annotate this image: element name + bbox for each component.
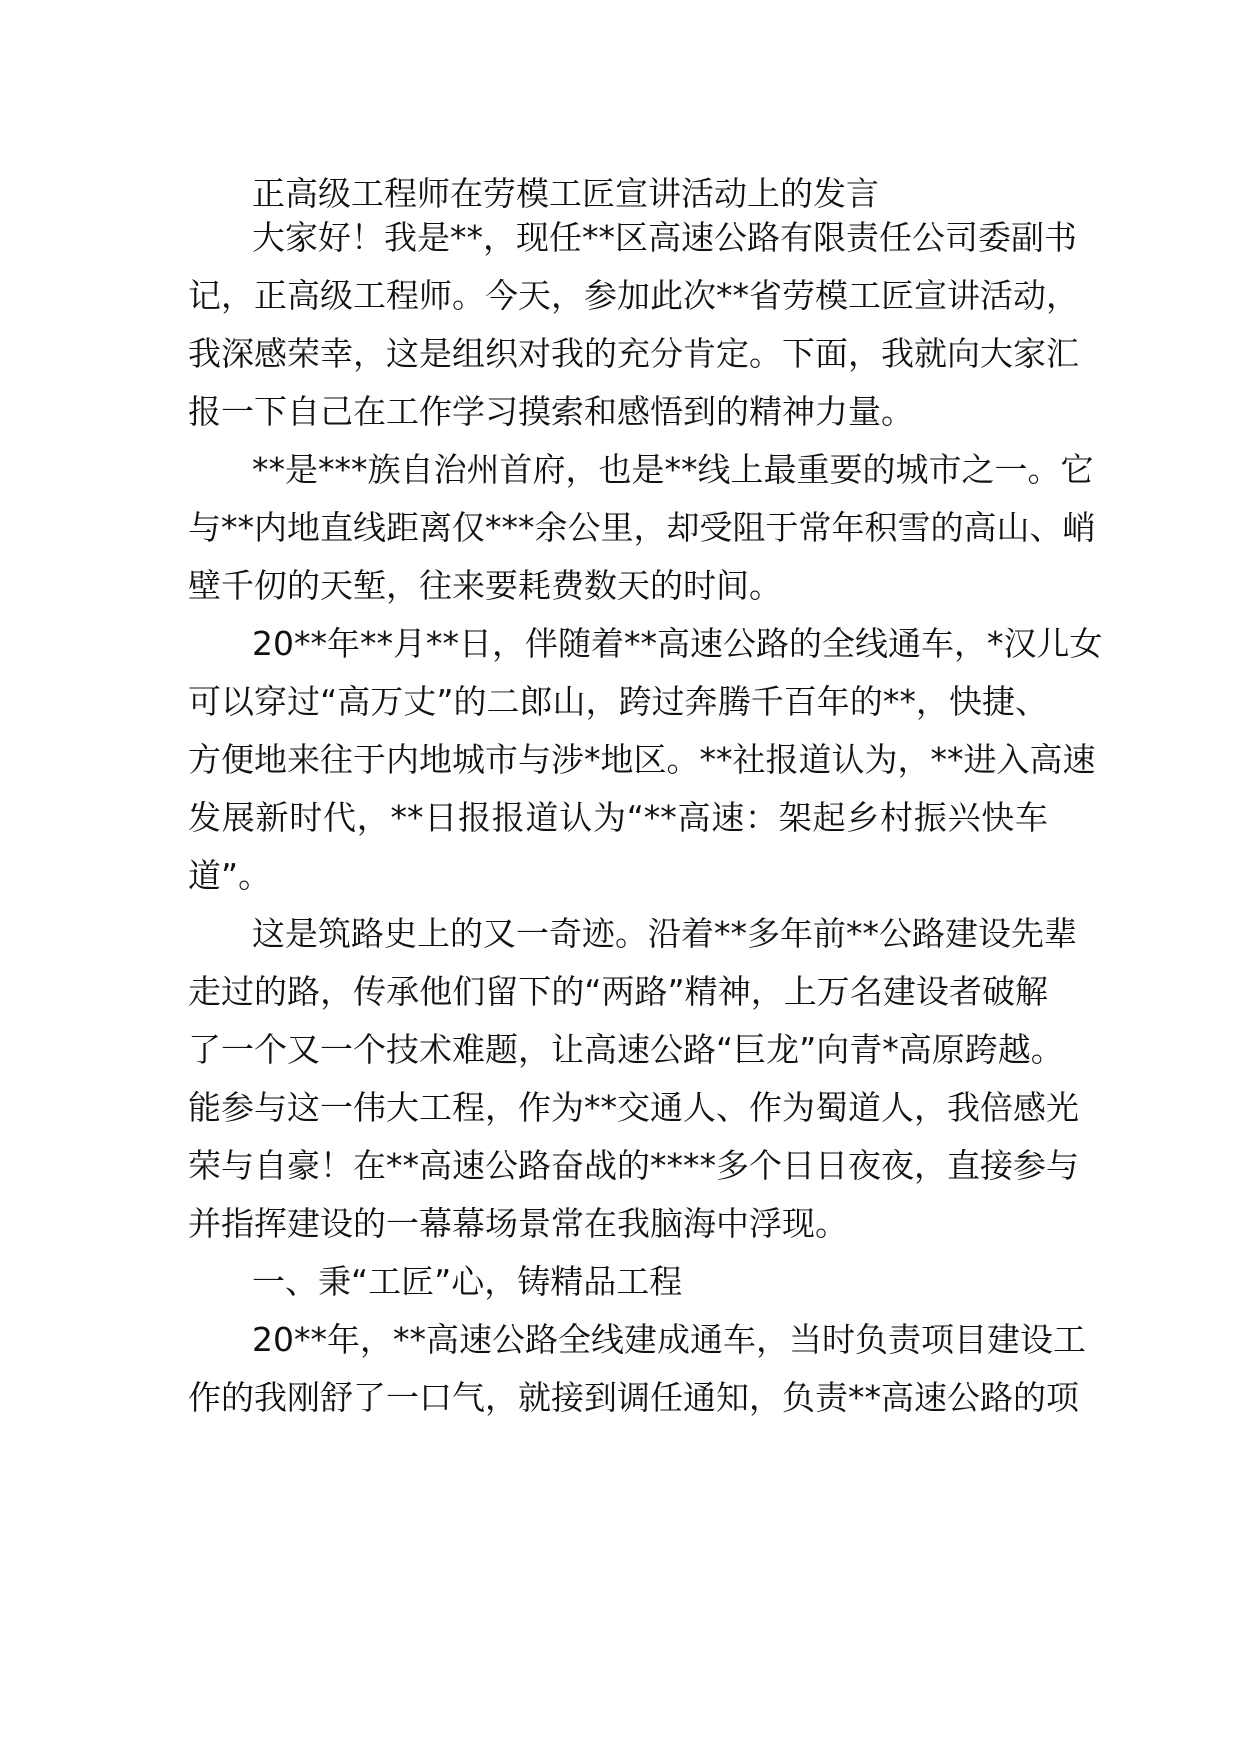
text-line: 报一下自己在工作学习摸索和感悟到的精神力量。: [188, 392, 914, 431]
text-line: 方便地来往于内地城市与涉*地区。**社报道认为，**进入高速: [188, 740, 1096, 779]
text-line: 发展新时代，**日报报道认为“**高速：架起乡村振兴快车: [188, 798, 1048, 837]
text-line: 壁千仞的天堑，往来要耗费数天的时间。: [188, 566, 782, 605]
text-line: 道”。: [188, 856, 272, 895]
text-line: 20**年**月**日，伴随着**高速公路的全线通车，*汉儿女: [252, 624, 1103, 663]
text-line: 记，正高级工程师。今天，参加此次**省劳模工匠宣讲活动，: [188, 276, 1079, 315]
text-line: **是***族自治州首府，也是**线上最重要的城市之一。它: [252, 450, 1094, 489]
text-line: 走过的路，传承他们留下的“两路”精神，上万名建设者破解: [188, 972, 1048, 1011]
text-line: 大家好！我是**，现任**区高速公路有限责任公司委副书: [252, 218, 1077, 257]
text-line: 可以穿过“高万丈”的二郎山，跨过奔腾千百年的**，快捷、: [188, 682, 1048, 721]
text-line: 并指挥建设的一幕幕场景常在我脑海中浮现。: [188, 1204, 848, 1243]
section-heading: 一、秉“工匠”心，铸精品工程: [252, 1262, 683, 1301]
text-line: 了一个又一个技术难题，让高速公路“巨龙”向青*高原跨越。: [188, 1030, 1064, 1069]
text-line: 能参与这一伟大工程，作为**交通人、作为蜀道人，我倍感光: [188, 1088, 1079, 1127]
text-line: 我深感荣幸，这是组织对我的充分肯定。下面，我就向大家汇: [188, 334, 1079, 373]
text-line: 20**年，**高速公路全线建成通车，当时负责项目建设工: [252, 1320, 1086, 1359]
text-line: 与**内地直线距离仅***余公里，却受阻于常年积雪的高山、峭: [188, 508, 1096, 547]
text-line: 荣与自豪！在**高速公路奋战的****多个日日夜夜，直接参与: [188, 1146, 1079, 1185]
document-title: 正高级工程师在劳模工匠宣讲活动上的发言: [252, 174, 879, 213]
text-line: 这是筑路史上的又一奇迹。沿着**多年前**公路建设先辈: [252, 914, 1077, 953]
text-line: 作的我刚舒了一口气，就接到调任通知，负责**高速公路的项: [188, 1378, 1079, 1417]
